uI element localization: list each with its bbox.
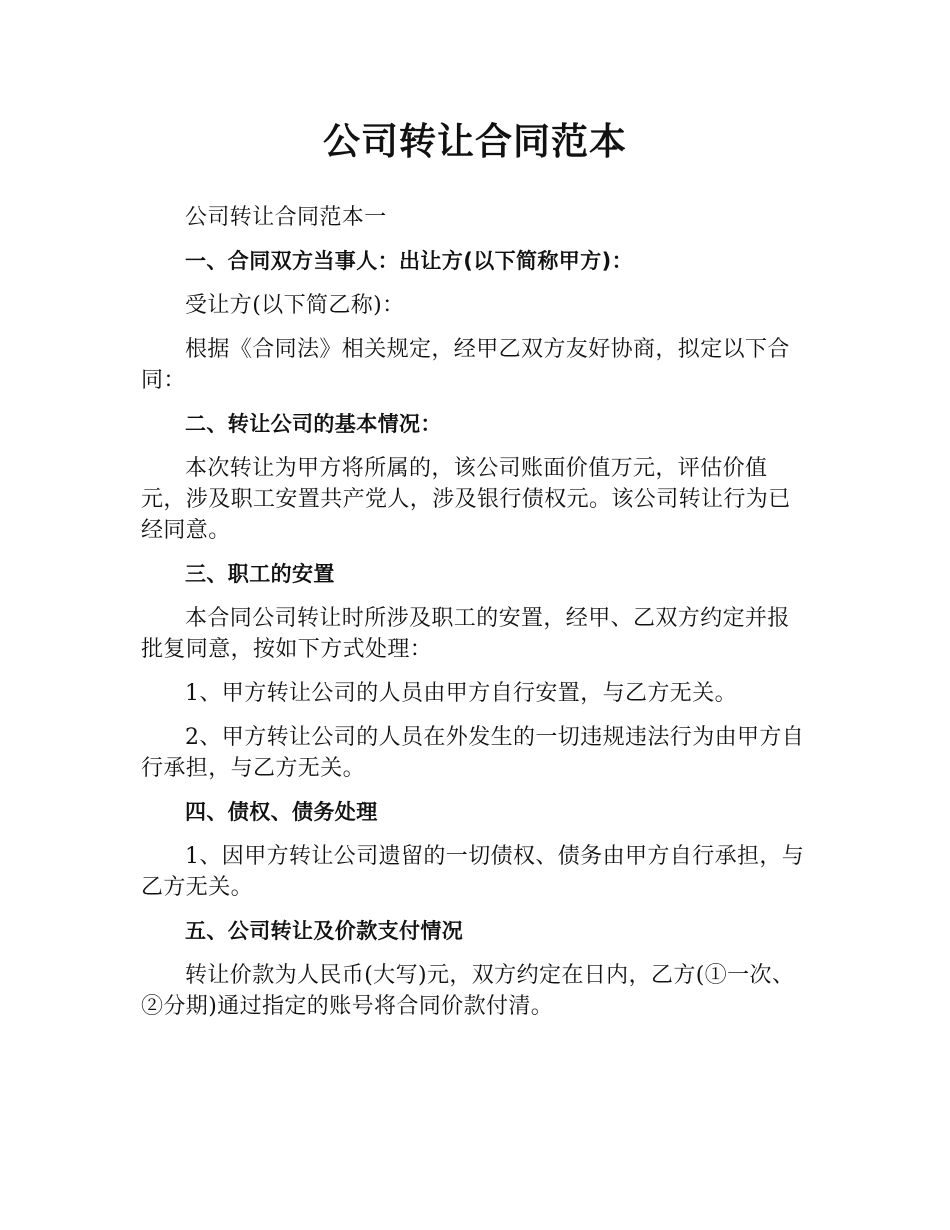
section-heading-payment: 五、公司转让及价款支付情况 bbox=[185, 919, 464, 943]
section-heading-parties: 一、合同双方当事人：出让方(以下简称甲方)： bbox=[185, 249, 633, 273]
paragraph-transferee: 受让方(以下简乙称)： bbox=[185, 293, 405, 318]
section-heading-staff: 三、职工的安置 bbox=[185, 562, 335, 586]
paragraph-payment: 转让价款为人民币(大写)元，双方约定在日内，乙方(①一次、②分期)通过指定的账号将合同价款付清。 bbox=[141, 963, 795, 1019]
document-body bbox=[141, 202, 811, 1035]
paragraph-staff-intro: 本合同公司转让时所涉及职工的安置，经甲、乙双方约定并报批复同意，按如下方式处理： bbox=[141, 606, 790, 662]
paragraph-basic-info: 本次转让为甲方将所属的，该公司账面价值万元，评估价值元，涉及职工安置共产党人，涉及银行债权元。该公司转让行为已经同意。 bbox=[141, 456, 791, 543]
list-item-staff-2: 2、甲方转让公司的人员在外发生的一切违规违法行为由甲方自行承担，与乙方无关。 bbox=[141, 725, 805, 781]
section-heading-basic-info: 二、转让公司的基本情况： bbox=[185, 412, 442, 436]
paragraph-basis: 根据《合同法》相关规定，经甲乙双方友好协商，拟定以下合同： bbox=[141, 337, 790, 393]
list-item-staff-1: 1、甲方转让公司的人员由甲方自行安置，与乙方无关。 bbox=[185, 681, 737, 706]
section-subtitle: 公司转让合同范本一 bbox=[185, 205, 387, 230]
section-heading-debts: 四、债权、债务处理 bbox=[185, 800, 378, 824]
document-title: 公司转让合同范本 bbox=[323, 120, 627, 163]
list-item-debts-1: 1、因甲方转让公司遗留的一切债权、债务由甲方自行承担，与乙方无关。 bbox=[141, 844, 805, 900]
